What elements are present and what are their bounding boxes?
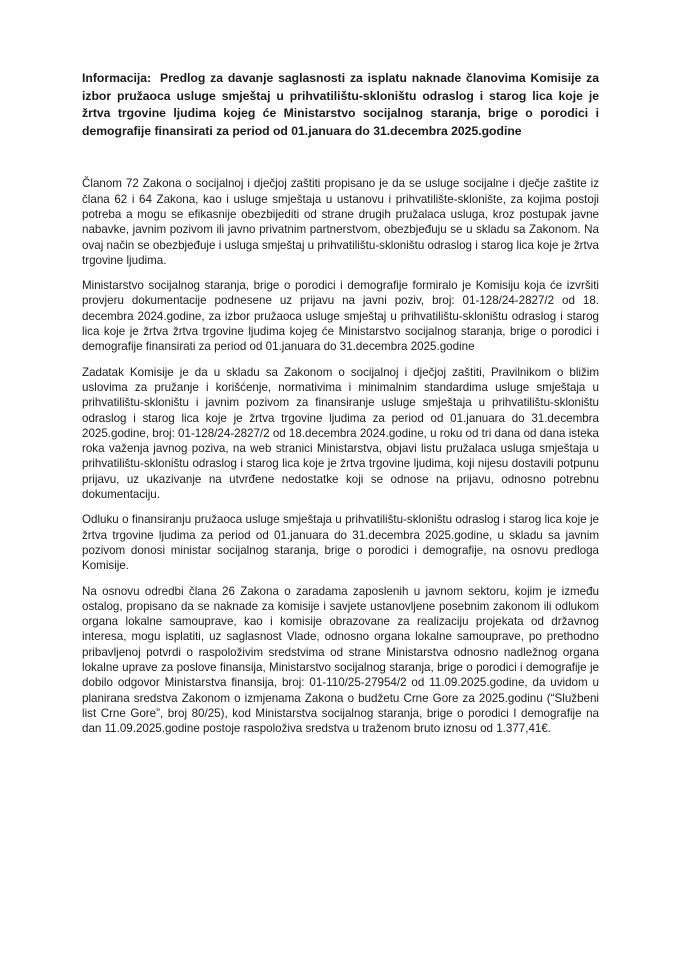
heading-text: Predlog za davanje saglasnosti za isplatu naknade članovima Komisije za izbor pružaoca usluge smještaj u prihvatilištu-skloništu odraslog i starog lica koje je žrtva trgovine ljudima kojeg će Ministarstvo socijalnog staranja, brige o porodici i demografije finansirati za period od 01.januara do 31.decembra 2025.godine (82, 71, 599, 138)
paragraph-1: Članom 72 Zakona o socijalnoj i dječjoj zaštiti propisano je da se usluge socijalne i dječje zaštite iz člana 62 i 64 Zakona, kao i usluge smještaja u ustanovu i prihvatilište-sklonište, za kojima postoji potreba a mogu se efikasnije obezbijediti od strane drugih pružalaca usluga, kroz postupak javne nabavke, javnim pozivom ili javno privatnim partnerstvom, obezbjeđuju se u skladu sa Zakonom. Na ovaj način se obezbjeđuje i usluga smještaj u prihvatilištu-skloništu odraslog i starog lica koje je žrtva trgovine ljudima. (82, 177, 599, 267)
document-heading (82, 70, 599, 140)
heading-label: Informacija: (82, 71, 152, 85)
paragraph-3: Zadatak Komisije je da u skladu sa Zakonom o socijalnoj i dječjoj zaštiti, Pravilnikom o bližim uslovima za pružanje i korišćenje, normativima i minimalnim standardima usluge smještaja u prihvatilištu-skloništu i javnim pozivom za finansiranje usluge smještaja u prihvatilištu-skloništu odraslog i starog lica koje je žrtva trgovine ljudima za period od 01.januara do 31.decembra 2025.godine, broj: 01-128/24-2827/2 od 18.decembra 2024.godine, u roku od tri dana od dana isteka roka važenja javnog poziva, na web stranici Ministarstva, objavi listu pružalaca usluga smještaja u prihvatilištu-skloništu odraslog i starog lica koje je žrtva trgovine ljudima, koji nijesu dostavili potpunu prijavu, uz ukazivanje na utvrđene nedostatke koji se odnose na prijavu, odnosno potrebnu dokumentaciju. (82, 365, 599, 502)
paragraph-2: Ministarstvo socijalnog staranja, brige o porodici i demografije formiralo je Komisiju koja će izvršiti provjeru dokumentacije podnesene uz prijavu na javni poziv, broj: 01-128/24-2827/2 od 18. decembra 2024.godine, za izbor pružaoca usluge smještaj u prihvatilištu-skloništu odraslog i starog lica koje je žrtva žrtva trgovine ljudima kojeg će Ministarstvo socijalnog staranja, brige o porodici i demografije finansirati za period od 01.januara do 31.decembra 2025.godine (82, 279, 599, 354)
document-page (82, 70, 599, 746)
paragraph-5: Na osnovu odredbi člana 26 Zakona o zaradama zaposlenih u javnom sektoru, kojim je između ostalog, propisano da se naknade za komisije i savjete ustanovljene posebnim zakonom ili odlukom organa lokalne samouprave, kao i komisije obrazovane za realizaciju projekata od državnog interesa, mogu isplatiti, uz saglasnost Vlade, odnosno organa lokalne samouprave, po prethodno pribavljenoj potvrdi o raspoloživim sredstvima od strane Ministarstva odnosno nadležnog organa lokalne uprave za poslove finansija, Ministarstvo socijalnog staranja, brige o porodici i demografije je dobilo odgovor Ministarstva finansija, broj: 01-110/25-27954/2 od 11.09.2025.godine, da uvidom u planirana sredstva Zakonom o izmjenama Zakona o budžetu Crne Gore za 2025.godinu (“Službeni list Crne Gore”, broj 80/25), kod Ministarstva socijalnog staranja, brige o porodici I demografije na dan 11.09.2025.godine postoje raspoloživa sredstva u traženom bruto iznosu od 1.377,41€. (82, 584, 599, 736)
paragraph-4: Odluku o finansiranju pružaoca usluge smještaja u prihvatilištu-skloništu odraslog i starog lica koje je žrtva trgovine ljudima za period od 01.januara do 31.decembra 2025.godine, u skladu sa javnim pozivom donosi ministar socijalnog staranja, brige o porodici i demografije, na osnovu predloga Komisije. (82, 513, 599, 573)
